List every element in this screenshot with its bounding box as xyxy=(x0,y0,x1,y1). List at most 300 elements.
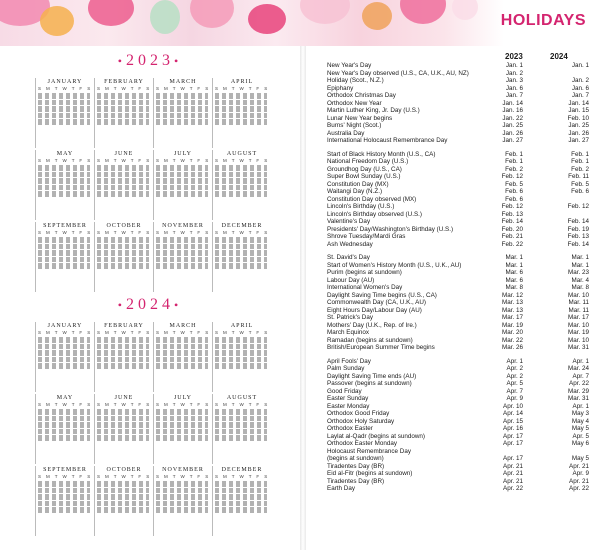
date-2024: Feb. 14 xyxy=(567,240,589,248)
holiday-name: New Year's Day xyxy=(327,62,372,69)
month-name: JULY xyxy=(173,395,193,401)
date-2023: Mar. 1 xyxy=(505,254,523,261)
holiday-row xyxy=(327,203,589,211)
month-block xyxy=(153,322,212,392)
month-block xyxy=(153,394,212,464)
flower-decoration xyxy=(248,4,286,34)
holiday-row xyxy=(327,115,589,123)
date-2023: Apr. 15 xyxy=(503,417,523,425)
holiday-row xyxy=(327,211,589,219)
holiday-row xyxy=(327,470,589,478)
date-2024: Jan. 2 xyxy=(571,77,589,84)
month-block xyxy=(153,466,212,536)
date-2024: Apr. 5 xyxy=(572,432,589,440)
weekday-header: S M T W T F S xyxy=(97,86,152,91)
holiday-row xyxy=(327,151,589,159)
holiday-name: Ash Wednesday xyxy=(327,240,373,248)
holiday-name: (begins at sundown) xyxy=(327,455,384,462)
month-block xyxy=(94,394,153,464)
date-2024: Jan. 25 xyxy=(568,122,589,129)
holiday-row xyxy=(327,403,589,411)
page-title: HOLIDAYS xyxy=(500,12,586,29)
month-name: MARCH xyxy=(169,79,197,85)
date-2023: Jan. 6 xyxy=(505,84,523,92)
date-2024: Mar. 23 xyxy=(568,269,589,276)
holiday-row xyxy=(327,344,589,352)
weekday-header: S M T W T F S xyxy=(156,86,211,91)
holiday-name: Good Friday xyxy=(327,387,362,395)
column-header-2023: 2023 xyxy=(505,52,523,61)
date-2024: Feb. 5 xyxy=(571,180,589,188)
holiday-name: Orthodox Christmas Day xyxy=(327,92,396,99)
holiday-name: Australia Day xyxy=(327,129,365,137)
date-2024: Apr. 9 xyxy=(572,470,589,477)
date-2024: Feb. 1 xyxy=(571,158,589,165)
weekday-header: S M T W T F S xyxy=(156,402,211,407)
month-block xyxy=(212,394,271,464)
holiday-name: Holiday (Scot., N.Z.) xyxy=(327,77,384,84)
holiday-row xyxy=(327,77,589,85)
holiday-name: Orthodox Easter xyxy=(327,425,373,432)
holiday-name: Ramadan (begins at sundown) xyxy=(327,336,413,344)
date-2024: May 5 xyxy=(571,455,589,462)
month-block xyxy=(212,78,271,148)
weekday-header: S M T W T F S xyxy=(215,474,270,479)
date-2023: Mar. 1 xyxy=(505,261,523,269)
weekday-header: S M T W T F S xyxy=(215,86,270,91)
month-name: FEBRUARY xyxy=(104,323,144,329)
weekday-header: S M T W T F S xyxy=(38,86,93,91)
weekday-header: S M T W T F S xyxy=(97,402,152,407)
date-2023: Feb. 14 xyxy=(501,218,523,225)
holiday-list xyxy=(327,62,589,493)
date-2023: Jan. 26 xyxy=(502,129,523,137)
weekday-header: S M T W T F S xyxy=(156,474,211,479)
holiday-name: Constitution Day (MX) xyxy=(327,180,389,188)
holiday-name: Orthodox Easter Monday xyxy=(327,440,398,447)
date-2024: Jan. 7 xyxy=(571,92,589,99)
month-name: AUGUST xyxy=(226,151,258,157)
floral-banner xyxy=(0,0,600,46)
date-2024: Feb. 6 xyxy=(571,188,589,195)
date-2023: Jan. 14 xyxy=(502,99,523,107)
date-2024: Jan. 26 xyxy=(568,129,589,137)
date-2024: Jan. 1 xyxy=(571,62,589,69)
flower-decoration xyxy=(150,0,180,34)
holiday-name: Epiphany xyxy=(327,84,354,92)
date-2023: Feb. 12 xyxy=(501,203,523,210)
year-label: 2024 xyxy=(126,296,174,313)
holiday-name: Super Bowl Sunday (U.S.) xyxy=(327,173,401,180)
holiday-row xyxy=(327,358,589,366)
date-2024: Apr. 22 xyxy=(569,380,589,387)
date-2024: Feb. 14 xyxy=(567,218,589,225)
date-2023: Jan. 16 xyxy=(502,107,523,114)
date-2023: Jan. 1 xyxy=(505,62,523,69)
date-2024: Mar. 31 xyxy=(568,344,589,351)
holiday-name: Burns' Night (Scot.) xyxy=(327,122,382,129)
date-2024: Mar. 11 xyxy=(568,306,589,314)
date-2023: Feb. 22 xyxy=(501,240,523,248)
weekday-header: S M T W T F S xyxy=(38,402,93,407)
holiday-name: Tiradentes Day (BR) xyxy=(327,462,385,470)
date-2023: Apr. 17 xyxy=(503,455,523,462)
date-2023: Mar. 13 xyxy=(502,299,523,306)
date-2023: Apr. 22 xyxy=(503,485,523,492)
holiday-name: Constitution Day observed (MX) xyxy=(327,195,417,203)
date-2023: Apr. 9 xyxy=(506,395,523,402)
holiday-row xyxy=(327,455,589,463)
flower-decoration xyxy=(452,0,478,20)
month-block xyxy=(35,466,94,536)
date-2023: Feb. 5 xyxy=(505,180,523,188)
month-name: MAY xyxy=(56,151,74,157)
month-name: MAY xyxy=(56,395,74,401)
date-2023: Apr. 7 xyxy=(506,387,523,395)
date-2024: Mar. 17 xyxy=(568,314,589,321)
holiday-name: Eid al-Fitr (begins at sundown) xyxy=(327,470,413,477)
holiday-name: Waitangi Day (N.Z.) xyxy=(327,188,383,195)
date-2024: Mar. 4 xyxy=(571,276,589,284)
month-name: JANUARY xyxy=(47,79,83,85)
date-2024: Mar. 10 xyxy=(568,291,589,299)
holiday-name: International Holocaust Remembrance Day xyxy=(327,137,448,144)
date-2023: Jan. 3 xyxy=(505,77,523,84)
holiday-row xyxy=(327,100,589,108)
holiday-name: National Freedom Day (U.S.) xyxy=(327,158,409,165)
date-2024: Mar. 24 xyxy=(568,365,589,372)
date-2023: Apr. 10 xyxy=(503,402,523,410)
date-2023: Mar. 26 xyxy=(502,344,523,351)
weekday-header: S M T W T F S xyxy=(38,474,93,479)
date-2024: Mar. 8 xyxy=(571,284,589,291)
holiday-name: Eight Hours Day/Labour Day (AU) xyxy=(327,306,422,314)
date-2024: Mar. 10 xyxy=(568,336,589,344)
date-2023: Feb. 21 xyxy=(501,233,523,240)
date-2023: Jan. 22 xyxy=(502,114,523,122)
year-heading-2023: •2023• xyxy=(117,52,183,69)
month-block xyxy=(212,466,271,536)
year-label: 2023 xyxy=(126,52,174,69)
holiday-row xyxy=(327,233,589,241)
month-name: FEBRUARY xyxy=(104,79,144,85)
month-block xyxy=(153,150,212,220)
month-block xyxy=(94,222,153,292)
month-name: NOVEMBER xyxy=(162,467,204,473)
date-2024: May 4 xyxy=(571,417,589,425)
holiday-name: Earth Day xyxy=(327,485,355,492)
date-2023: Apr. 17 xyxy=(503,440,523,447)
date-2023: Feb. 6 xyxy=(505,188,523,195)
date-2023: Feb. 1 xyxy=(505,158,523,165)
date-2023: Mar. 8 xyxy=(505,284,523,291)
holiday-name: April Fools' Day xyxy=(327,357,371,365)
flower-decoration xyxy=(400,0,446,24)
date-2023: Mar. 12 xyxy=(502,291,523,299)
weekday-header: S M T W T F S xyxy=(38,330,93,335)
holiday-row xyxy=(327,85,589,93)
month-name: JUNE xyxy=(114,395,134,401)
holiday-row xyxy=(327,284,589,292)
holiday-name: Daylight Saving Time ends (AU) xyxy=(327,372,417,380)
holiday-name: Orthodox Holy Saturday xyxy=(327,417,395,425)
month-block xyxy=(212,222,271,292)
holiday-row xyxy=(327,418,589,426)
date-2024: Feb. 13 xyxy=(567,233,589,240)
date-2024: Mar. 31 xyxy=(568,395,589,402)
date-2024: Apr. 7 xyxy=(572,372,589,380)
date-2023: Mar. 20 xyxy=(502,329,523,336)
holiday-row xyxy=(327,107,589,115)
holiday-row xyxy=(327,440,589,448)
date-2024: Mar. 19 xyxy=(568,329,589,336)
date-2023: Apr. 21 xyxy=(503,462,523,470)
date-2024: Apr. 22 xyxy=(569,485,589,492)
holiday-row xyxy=(327,373,589,381)
month-name: JANUARY xyxy=(47,323,83,329)
date-2023: Jan. 25 xyxy=(502,122,523,129)
date-2024: Jan. 15 xyxy=(568,107,589,114)
date-2023: Apr. 5 xyxy=(506,380,523,387)
book-spine xyxy=(300,46,306,550)
month-block xyxy=(35,222,94,292)
date-2023: Mar. 13 xyxy=(502,306,523,314)
date-2023: Apr. 14 xyxy=(503,410,523,417)
month-block xyxy=(153,78,212,148)
date-2024: Apr. 21 xyxy=(569,477,589,485)
flower-decoration xyxy=(190,0,234,28)
month-name: JUNE xyxy=(114,151,134,157)
month-name: OCTOBER xyxy=(106,467,142,473)
month-block xyxy=(212,150,271,220)
flower-decoration xyxy=(300,0,350,24)
flower-decoration xyxy=(40,6,74,36)
holiday-row xyxy=(327,433,589,441)
date-2024: Mar. 1 xyxy=(571,261,589,269)
flower-decoration xyxy=(88,0,134,26)
weekday-header: S M T W T F S xyxy=(97,330,152,335)
date-2024: Feb. 12 xyxy=(567,203,589,210)
date-2024: Apr. 21 xyxy=(569,462,589,470)
holiday-row xyxy=(327,478,589,486)
holiday-row xyxy=(327,92,589,100)
date-2024: Mar. 11 xyxy=(568,299,589,306)
holiday-row xyxy=(327,395,589,403)
date-2024: May 6 xyxy=(571,440,589,447)
month-block xyxy=(35,78,94,148)
date-2024: Apr. 1 xyxy=(572,357,589,365)
holiday-row xyxy=(327,365,589,373)
holiday-row xyxy=(327,122,589,130)
date-2024: Feb. 2 xyxy=(571,165,589,173)
holiday-name: Start of Women's History Month (U.S., U.K., AU) xyxy=(327,261,462,269)
holiday-row xyxy=(327,62,589,70)
date-2024: May 5 xyxy=(571,425,589,432)
weekday-header: S M T W T F S xyxy=(156,158,211,163)
date-2024: Feb. 11 xyxy=(568,173,589,180)
holiday-row xyxy=(327,218,589,226)
column-header-2024: 2024 xyxy=(550,52,568,61)
date-2024: Mar. 1 xyxy=(571,254,589,261)
month-name: APRIL xyxy=(230,323,254,329)
holiday-name: Orthodox Good Friday xyxy=(327,410,390,417)
date-2023: Feb. 20 xyxy=(501,225,523,233)
holiday-name: Passover (begins at sundown) xyxy=(327,380,412,387)
holiday-name: Presidents' Day/Washington's Birthday (U.S.) xyxy=(327,225,454,233)
holiday-row xyxy=(327,425,589,433)
holiday-name: Martin Luther King, Jr. Day (U.S.) xyxy=(327,107,420,114)
holiday-row xyxy=(327,463,589,471)
holiday-name: Groundhog Day (U.S., CA) xyxy=(327,165,402,173)
date-2024: May 3 xyxy=(571,410,589,417)
weekday-header: S M T W T F S xyxy=(215,402,270,407)
holiday-row xyxy=(327,277,589,285)
month-block xyxy=(94,322,153,392)
date-2023: Jan. 27 xyxy=(502,137,523,144)
weekday-header: S M T W T F S xyxy=(215,230,270,235)
weekday-header: S M T W T F S xyxy=(97,158,152,163)
holiday-row xyxy=(327,158,589,166)
date-2023: Jan. 2 xyxy=(505,69,523,77)
date-2023: Feb. 6 xyxy=(505,195,523,203)
year-heading-2024: •2024• xyxy=(117,296,183,313)
month-name: APRIL xyxy=(230,79,254,85)
date-2023: Apr. 17 xyxy=(503,432,523,440)
holiday-name: Start of Black History Month (U.S., CA) xyxy=(327,150,436,158)
date-2023: Apr. 16 xyxy=(503,425,523,432)
holiday-name: Palm Sunday xyxy=(327,365,365,372)
month-block xyxy=(94,78,153,148)
holiday-name: Orthodox New Year xyxy=(327,99,382,107)
holiday-row xyxy=(327,254,589,262)
holiday-name: St. David's Day xyxy=(327,254,370,261)
holiday-row xyxy=(327,188,589,196)
holiday-name: Daylight Saving Time begins (U.S., CA) xyxy=(327,291,437,299)
holiday-name: Mothers' Day (U.K., Rep. of Ire.) xyxy=(327,321,417,329)
holiday-name: Lincoln's Birthday (U.S.) xyxy=(327,203,395,210)
date-2023: Apr. 1 xyxy=(506,357,523,365)
date-2023: Apr. 21 xyxy=(503,470,523,477)
holiday-row xyxy=(327,299,589,307)
month-block xyxy=(94,466,153,536)
date-2024: Mar. 10 xyxy=(568,321,589,329)
holiday-row xyxy=(327,137,589,145)
holiday-row xyxy=(327,314,589,322)
holiday-name: Shrove Tuesday/Mardi Gras xyxy=(327,233,406,240)
holiday-row xyxy=(327,226,589,234)
date-2023: Feb. 12 xyxy=(501,173,523,180)
month-block xyxy=(212,322,271,392)
date-2023: Mar. 6 xyxy=(505,276,523,284)
holiday-name: March Equinox xyxy=(327,329,369,336)
month-name: DECEMBER xyxy=(221,223,263,229)
date-2023: Feb. 13 xyxy=(501,210,523,218)
date-2023: Feb. 1 xyxy=(505,150,523,158)
month-block xyxy=(35,322,94,392)
holiday-row xyxy=(327,166,589,174)
month-name: OCTOBER xyxy=(106,223,142,229)
date-2024: Feb. 19 xyxy=(567,225,589,233)
date-2023: Jan. 7 xyxy=(505,92,523,99)
holiday-row xyxy=(327,269,589,277)
month-name: NOVEMBER xyxy=(162,223,204,229)
date-2023: Mar. 6 xyxy=(505,269,523,276)
date-2023: Mar. 19 xyxy=(502,321,523,329)
holiday-name: Easter Sunday xyxy=(327,395,369,402)
weekday-header: S M T W T F S xyxy=(38,158,93,163)
holiday-name: St. Patrick's Day xyxy=(327,314,373,321)
month-name: AUGUST xyxy=(226,395,258,401)
holiday-row xyxy=(327,241,589,249)
holiday-name: New Year's Day observed (U.S., CA, U.K., AU, NZ) xyxy=(327,69,469,77)
holiday-name: Laylat al-Qadr (begins at sundown) xyxy=(327,432,426,440)
holiday-row xyxy=(327,337,589,345)
holiday-row xyxy=(327,130,589,138)
holiday-name: Purim (begins at sundown) xyxy=(327,269,402,276)
date-2023: Apr. 2 xyxy=(506,365,523,372)
holiday-row xyxy=(327,292,589,300)
date-2024: Jan. 6 xyxy=(571,84,589,92)
holiday-row xyxy=(327,329,589,337)
holiday-row xyxy=(327,196,589,204)
holiday-name: Lincoln's Birthday observed (U.S.) xyxy=(327,210,422,218)
holiday-name: Lunar New Year begins xyxy=(327,114,393,122)
holiday-row xyxy=(327,173,589,181)
date-2023: Apr. 2 xyxy=(506,372,523,380)
weekday-header: S M T W T F S xyxy=(38,230,93,235)
holiday-name: Tiradentes Day (BR) xyxy=(327,477,385,485)
date-2024: Feb. 10 xyxy=(567,114,589,122)
holiday-row xyxy=(327,181,589,189)
weekday-header: S M T W T F S xyxy=(156,330,211,335)
holiday-row xyxy=(327,410,589,418)
month-name: JULY xyxy=(173,151,193,157)
holiday-name: Commonwealth Day (CA, U.K., AU) xyxy=(327,299,427,306)
date-2023: Apr. 21 xyxy=(503,477,523,485)
weekday-header: S M T W T F S xyxy=(97,230,152,235)
holiday-name: Holocaust Remembrance Day xyxy=(327,447,411,455)
date-2024: Feb. 1 xyxy=(571,150,589,158)
holiday-name: British/European Summer Time begins xyxy=(327,344,435,351)
month-name: MARCH xyxy=(169,323,197,329)
month-name: SEPTEMBER xyxy=(43,467,87,473)
holiday-name: Labour Day (AU) xyxy=(327,276,375,284)
date-2024: Jan. 14 xyxy=(568,99,589,107)
holiday-name: Easter Monday xyxy=(327,402,370,410)
date-2024: Jan. 27 xyxy=(568,137,589,144)
month-block xyxy=(35,150,94,220)
holiday-row xyxy=(327,322,589,330)
weekday-header: S M T W T F S xyxy=(215,330,270,335)
date-2023: Mar. 17 xyxy=(502,314,523,321)
holiday-row xyxy=(327,448,589,456)
holiday-row xyxy=(327,262,589,270)
holiday-row xyxy=(327,380,589,388)
date-2023: Mar. 22 xyxy=(502,336,523,344)
weekday-header: S M T W T F S xyxy=(97,474,152,479)
holiday-row xyxy=(327,485,589,493)
holiday-name: International Women's Day xyxy=(327,284,403,291)
month-name: SEPTEMBER xyxy=(43,223,87,229)
date-2024: Mar. 29 xyxy=(568,387,589,395)
month-name: DECEMBER xyxy=(221,467,263,473)
holiday-row xyxy=(327,307,589,315)
holiday-name: Valentine's Day xyxy=(327,218,371,225)
holiday-row xyxy=(327,388,589,396)
weekday-header: S M T W T F S xyxy=(156,230,211,235)
holiday-row xyxy=(327,70,589,78)
month-block xyxy=(94,150,153,220)
